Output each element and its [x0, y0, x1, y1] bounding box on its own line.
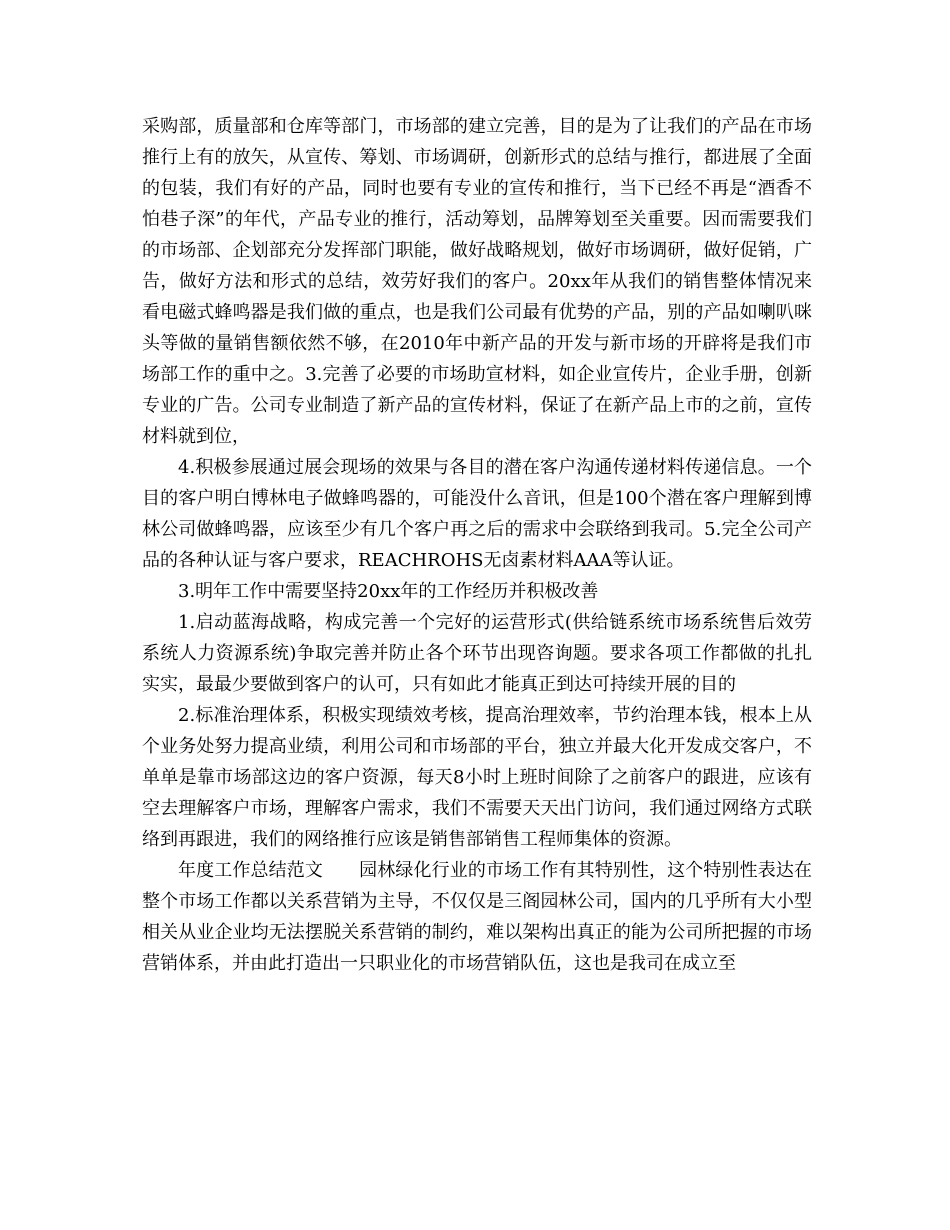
paragraph-exhibition: 4.积极参展通过展会现场的效果与各目的潜在客户沟通传递材料传递信息。一个目的客户明白博林电子做蜂鸣器的，可能没什么音讯，但是100个潜在客户理解到博林公司做蜂鸣器，应该至少有几个客户再之后的需求中会联络到我司。5.完全公司产品的各种认证与客户要求，REACHROHS无卤素材料AAA等认证。 [142, 457, 812, 571]
paragraph-annual-summary: 年度工作总结范文 园林绿化行业的市场工作有其特别性，这个特别性表达在整个市场工作都以关系营销为主导，不仅仅是三阁园林公司，国内的几乎所有大小型相关从业企业均无法摆脱关系营销的制约，难以架构出真正的能为公司所把握的市场营销体系，并由此打造出一只职业化的市场营销队伍，这也是我司在成立至 [142, 860, 812, 974]
paragraph-blue-ocean: 1.启动蓝海战略，构成完善一个完好的运营形式(供给链系统市场系统售后效劳系统人力资源系统)争取完善并防止各个环节出现咨询题。要求各项工作都做的扎扎实实，最最少要做到客户的认可，只有如此才能真正到达可持续开展的目的 [142, 612, 812, 695]
document-body [142, 111, 812, 979]
paragraph-management: 2.标准治理体系，积极实现绩效考核，提高治理效率，节约治理本钱，根本上从个业务处努力提高业绩，利用公司和市场部的平台，独立并最大化开发成交客户，不单单是靠市场部这边的客户资源，每天8小时上班时间除了之前客户的跟进，应该有空去理解客户市场，理解客户需求，我们不需要天天出门访问，我们通过网络方式联络到再跟进，我们的网络推行应该是销售部销售工程师集体的资源。 [142, 705, 812, 850]
paragraph-continuation: 采购部，质量部和仓库等部门，市场部的建立完善，目的是为了让我们的产品在市场推行上有的放矢，从宣传、筹划、市场调研，创新形式的总结与推行，都进展了全面的包装，我们有好的产品，同时也要有专业的宣传和推行，当下已经不再是“酒香不怕巷子深”的年代，产品专业的推行，活动筹划，品牌筹划至关重要。因而需要我们的市场部、企划部充分发挥部门职能，做好战略规划，做好市场调研，做好促销，广告，做好方法和形式的总结，效劳好我们的客户。20xx年从我们的销售整体情况来看电磁式蜂鸣器是我们做的重点，也是我们公司最有优势的产品，别的产品如喇叭咪头等做的量销售额依然不够，在2010年中新产品的开发与新市场的开辟将是我们市场部工作的重中之。3.完善了必要的市场助宣材料，如企业宣传片，企业手册，创新专业的广告。公司专业制造了新产品的宣传材料，保证了在新产品上市的之前，宣传材料就到位， [142, 116, 812, 447]
section-heading-next-year: 3.明年工作中需要坚持20xx年的工作经历并积极改善 [178, 581, 599, 602]
